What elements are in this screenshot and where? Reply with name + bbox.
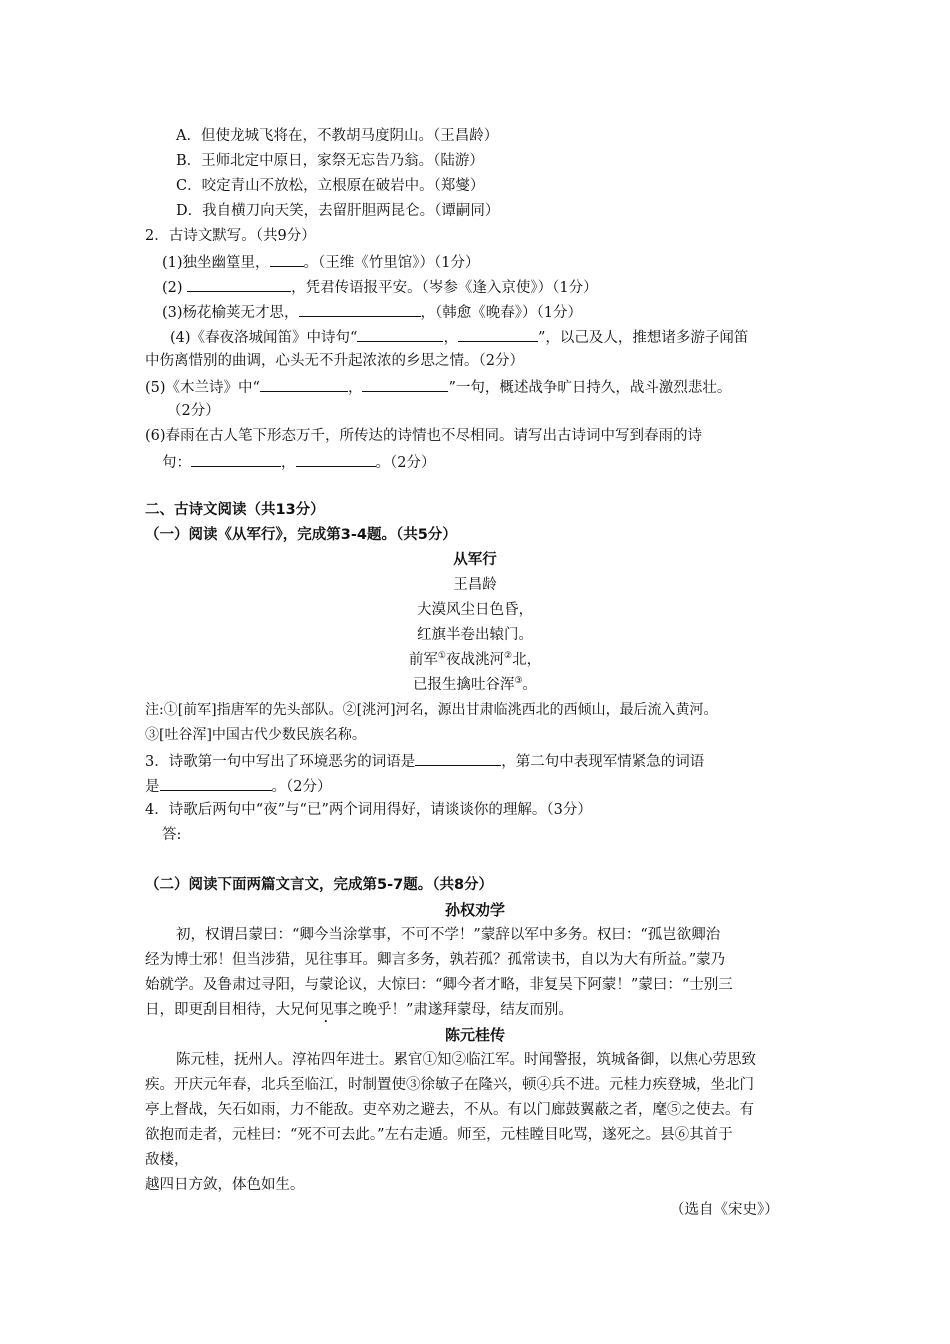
text-2-line-2: 疾。开庆元年春，北兵至临江，时制置使③徐敏子在隆兴，顿④兵不进。元桂力疾登城，坐北门 — [145, 1077, 754, 1093]
q2-item-6: (6)春雨在古人笔下形态万千，所传达的诗情也不尽相同。请写出古诗词中写到春雨的诗 — [145, 428, 703, 444]
q2-item-3-text-b: ，（韩愈《晚春》）（1分） — [420, 305, 583, 321]
text-2-line-4: 欲抱而走者，元桂曰：“死不可去此。”左右走遁。师至，元桂瞠目叱骂，遂死之。县⑥其首于 — [145, 1127, 733, 1143]
answer-blank[interactable] — [160, 775, 272, 791]
part-1-title: （一）阅读《从军行》，完成第3-4题。（共5分） — [145, 527, 457, 543]
answer-blank[interactable] — [362, 376, 448, 392]
q1-option-a: A．但使龙城飞将在，不教胡马度阴山。（王昌龄） — [176, 128, 499, 144]
q2-item-2-text-b: ，凭君传语报平安。（岑参《逢入京使》）（1分） — [291, 280, 598, 296]
text-1-title: 孙权劝学 — [444, 901, 505, 919]
q3-text-c: 是 — [145, 779, 160, 795]
poem-line-3-c: 北， — [512, 652, 542, 668]
q2-title: 2．古诗文默写。（共9分） — [145, 228, 316, 244]
section-2-title: 二、古诗文阅读（共13分） — [145, 502, 325, 518]
footnote-mark: ② — [504, 651, 513, 662]
q2-item-2-text-a: (2) — [162, 280, 183, 296]
poem-line-3-a: 前军 — [408, 652, 438, 668]
poem-line-2: 红旗半卷出辕门。 — [417, 627, 533, 643]
q2-item-5 — [145, 376, 731, 398]
q1-option-d: D．我自横刀向天笑，去留肝胆两昆仑。（谭嗣同） — [176, 203, 500, 219]
q3-text-d: 。（2分） — [271, 779, 332, 795]
q3-text-a: 3．诗歌第一句中写出了环境恶劣的词语是 — [145, 754, 416, 770]
q2-item-5-text-b: ， — [347, 380, 363, 396]
q2-item-1 — [162, 251, 480, 273]
text-2-line-6: 越四日方敛，体色如生。 — [145, 1177, 305, 1193]
q2-item-4-text-b: ， — [443, 330, 458, 346]
q2-item-3 — [162, 301, 582, 323]
poem-note-2: ③[吐谷浑]中国古代少数民族名称。 — [145, 727, 366, 743]
text-1-line-4-c: 事之晚乎！”肃遂拜蒙母，结友而别。 — [333, 1002, 573, 1018]
answer-blank[interactable] — [187, 276, 291, 292]
answer-blank[interactable] — [270, 251, 304, 267]
q3-line-1 — [145, 750, 704, 772]
q4-answer-label: 答: — [162, 827, 182, 843]
q2-item-4-text-a: (4)《春夜洛城闻笛》中诗句“ — [170, 330, 358, 346]
q2-item-5-score: （2分） — [167, 403, 220, 419]
q2-item-4-continued: 中伤离惜别的曲调，心头无不升起浓浓的乡思之情。（2分） — [145, 353, 524, 369]
emphasized-word: 见 — [319, 1002, 334, 1018]
text-2-title: 陈元桂传 — [444, 1026, 505, 1044]
answer-blank[interactable] — [415, 750, 501, 766]
q1-option-c: C．咬定青山不放松，立根原在破岩中。（郑燮） — [176, 178, 485, 194]
q2-item-2 — [162, 276, 598, 298]
poem-line-4-a: 已报生擒吐谷浑 — [412, 677, 515, 693]
text-1-line-4 — [145, 1000, 573, 1026]
answer-blank[interactable] — [191, 451, 281, 467]
text-1-line-2: 经为博士邪！但当涉猎，见往事耳。卿言多务，孰若孤？孤常读书，自以为大有所益。”蒙乃 — [145, 952, 726, 968]
q2-item-5-text-a: (5)《木兰诗》中“ — [145, 380, 260, 396]
q2-item-3-text-a: (3)杨花榆荚无才思， — [162, 305, 299, 321]
text-1-line-4-a: 日，即更刮目相待，大兄何 — [145, 1002, 319, 1018]
poem-title: 从军行 — [453, 552, 497, 568]
poem-line-3 — [0, 650, 950, 670]
q2-item-4-text-c: ”，以己及人，推想诸多游子闻笛 — [537, 330, 749, 346]
q2-item-5-text-c: ”一句，概述战争旷日持久，战斗激烈悲壮。 — [448, 380, 732, 396]
q4-text: 4．诗歌后两句中“夜”与“已”两个词用得好，请谈谈你的理解。（3分） — [145, 802, 592, 818]
text-2-line-5: 敌楼， — [145, 1152, 189, 1168]
q2-item-1-text-a: (1)独坐幽篁里， — [162, 255, 270, 271]
q2-item-4 — [170, 326, 748, 348]
text-1-line-3: 始就学。及鲁肃过寻阳，与蒙论议，大惊曰：“卿今者才略，非复吴下阿蒙！”蒙曰：“士别三 — [145, 977, 733, 993]
source-citation: （选自《宋史》） — [670, 1202, 779, 1218]
footnote-mark: ① — [437, 651, 446, 662]
q2-item-1-text-b: 。（王维《竹里馆》）（1分） — [303, 255, 480, 271]
poem-line-4 — [0, 675, 950, 695]
q3-text-b: ，第二句中表现军情紧急的词语 — [501, 754, 705, 770]
answer-blank[interactable] — [458, 326, 538, 342]
text-2-line-3: 亭上督战，矢石如雨，力不能敌。吏卒劝之避去，不从。有以门廊鼓翼蔽之者，麾⑤之使去。有 — [145, 1102, 754, 1118]
poem-author: 王昌龄 — [453, 577, 497, 593]
answer-blank[interactable] — [357, 326, 443, 342]
q2-item-6-continued — [162, 451, 435, 473]
q1-option-b: B．王师北定中原日，家祭无忘告乃翁。（陆游） — [176, 153, 484, 169]
part-2-title: （二）阅读下面两篇文言文，完成第5-7题。（共8分） — [145, 877, 494, 893]
poem-note-1: 注:①[前军]指唐军的先头部队。②[洮河]河名，源出甘肃临洮西北的西倾山，最后流入黄河。 — [145, 702, 718, 718]
answer-blank[interactable] — [260, 376, 348, 392]
answer-blank[interactable] — [296, 451, 376, 467]
q2-item-6-text-c: ， — [281, 455, 296, 471]
footnote-mark: ③ — [514, 676, 523, 687]
q3-line-2 — [145, 775, 331, 797]
poem-line-1: 大漠风尘日色昏， — [417, 602, 533, 618]
poem-line-3-b: 夜战洮河 — [446, 652, 504, 668]
text-2-line-1: 陈元桂，抚州人。淳祐四年进士。累官①知②临江军。时闻警报，筑城备御，以焦心劳思致 — [176, 1052, 756, 1068]
q2-item-6-text-d: 。（2分） — [375, 455, 436, 471]
q2-item-6-text-b: 句： — [162, 455, 191, 471]
text-1-line-1: 初，权谓吕蒙曰：“卿今当涂掌事，不可不学！”蒙辞以军中多务。权曰：“孤岂欲卿治 — [176, 927, 721, 943]
poem-line-4-b: 。 — [522, 677, 538, 693]
answer-blank[interactable] — [299, 301, 421, 317]
